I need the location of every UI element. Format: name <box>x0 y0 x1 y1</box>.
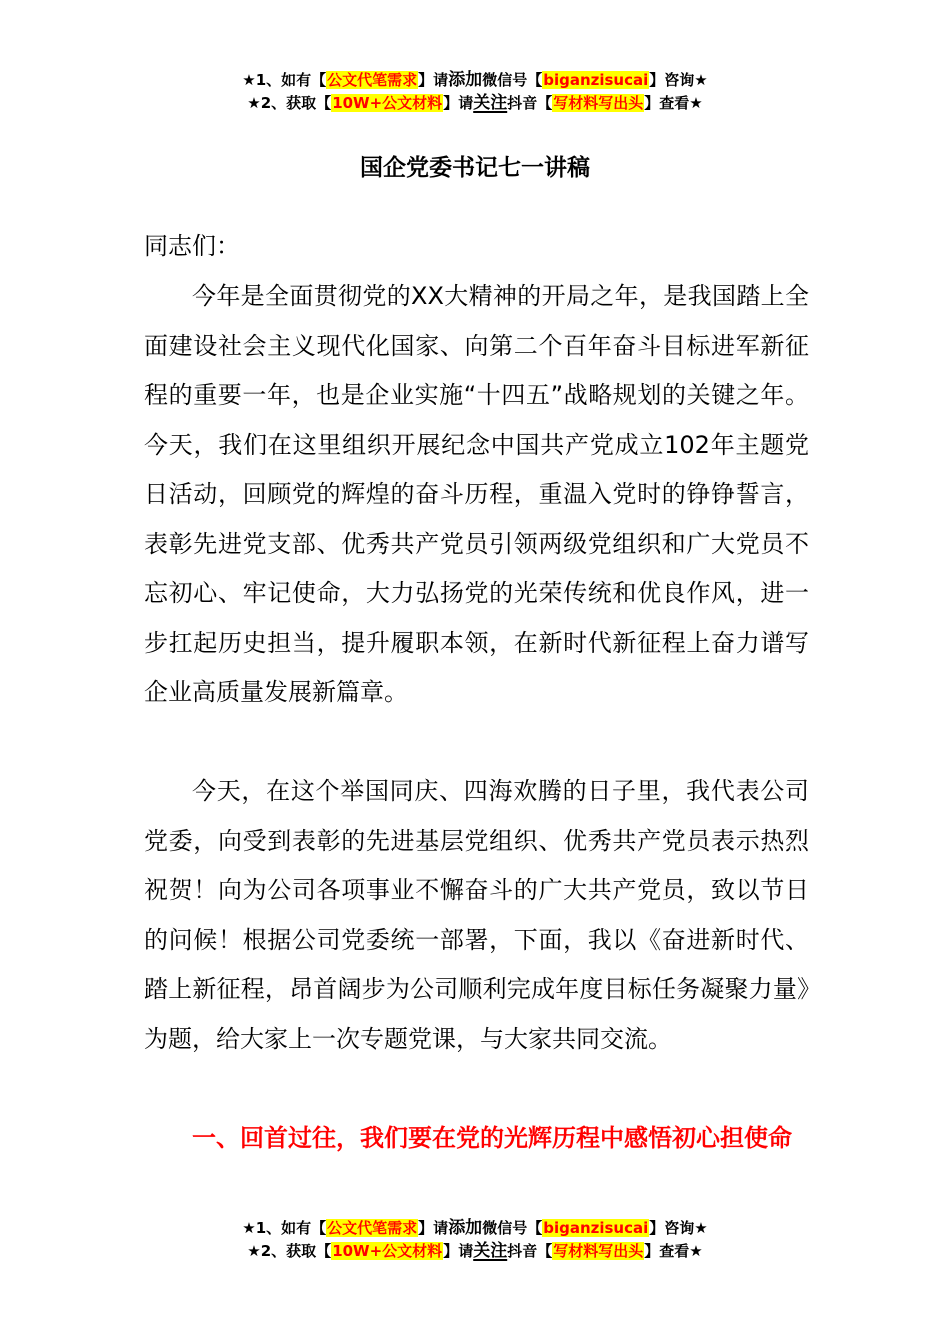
banner-text: 抖音【 <box>507 94 553 112</box>
banner-text: 】请 <box>418 1219 449 1237</box>
highlight-materials: 10W+公文材料 <box>332 94 443 112</box>
banner-line-1 <box>0 1217 950 1240</box>
header-banner <box>0 69 950 115</box>
banner-text: 】查看★ <box>644 1242 703 1260</box>
banner-text: 】请 <box>443 94 474 112</box>
banner-text: ★2、获取【 <box>247 1242 332 1260</box>
footer-banner <box>0 1217 950 1263</box>
banner-text: 】查看★ <box>644 94 703 112</box>
highlight-service: 公文代笔需求 <box>327 71 418 89</box>
banner-line-2 <box>0 1240 950 1263</box>
emphasis-follow: 关注 <box>473 1241 508 1261</box>
banner-text: 微信号【 <box>482 1219 543 1237</box>
banner-text: ★1、如有【 <box>242 71 327 89</box>
emphasis-add: 添加 <box>448 1218 483 1238</box>
paragraph-1: 今年是全面贯彻党的XX大精神的开局之年，是我国踏上全面建设社会主义现代化国家、向第二个百年奋斗目标进军新征程的重要一年，也是企业实施“十四五”战略规划的关键之年。今天，我们在这里组织开展纪念中国共产党成立102年主题党日活动，回顾党的辉煌的奋斗历程，重温入党时的铮铮誓言，表彰先进党支部、优秀共产党员引领两级党组织和广大党员不忘初心、牢记使命，大力弘扬党的光荣传统和优良作风，进一步扛起历史担当，提升履职本领，在新时代新征程上奋力谱写企业高质量发展新篇章。 <box>144 282 809 706</box>
banner-line-2 <box>0 92 950 115</box>
highlight-wechat-id: biganzisucai <box>543 71 649 89</box>
section-heading-1: 一、回首过往，我们要在党的光辉历程中感悟初心担使命 <box>192 1124 792 1152</box>
highlight-service: 公文代笔需求 <box>327 1219 418 1237</box>
banner-text: 】请 <box>418 71 449 89</box>
highlight-douyin-account: 写材料写出头 <box>553 94 644 112</box>
banner-text: ★2、获取【 <box>247 94 332 112</box>
emphasis-follow: 关注 <box>473 93 508 113</box>
salutation: 同志们： <box>144 232 240 260</box>
emphasis-add: 添加 <box>448 70 483 90</box>
banner-text: 】请 <box>443 1242 474 1260</box>
banner-text: ★1、如有【 <box>242 1219 327 1237</box>
document-title: 国企党委书记七一讲稿 <box>360 155 590 181</box>
banner-text: 微信号【 <box>482 71 543 89</box>
paragraph-2: 今天，在这个举国同庆、四海欢腾的日子里，我代表公司党委，向受到表彰的先进基层党组织、优秀共产党员表示热烈祝贺！向为公司各项事业不懈奋斗的广大共产党员，致以节日的问候！根据公司党委统一部署，下面，我以《奋进新时代、踏上新征程，昂首阔步为公司顺利完成年度目标任务凝聚力量》为题，给大家上一次专题党课，与大家共同交流。 <box>144 777 809 1053</box>
highlight-materials: 10W+公文材料 <box>332 1242 443 1260</box>
highlight-wechat-id: biganzisucai <box>543 1219 649 1237</box>
banner-text: 】咨询★ <box>649 1219 708 1237</box>
banner-line-1 <box>0 69 950 92</box>
banner-text: 】咨询★ <box>649 71 708 89</box>
highlight-douyin-account: 写材料写出头 <box>553 1242 644 1260</box>
banner-text: 抖音【 <box>507 1242 553 1260</box>
